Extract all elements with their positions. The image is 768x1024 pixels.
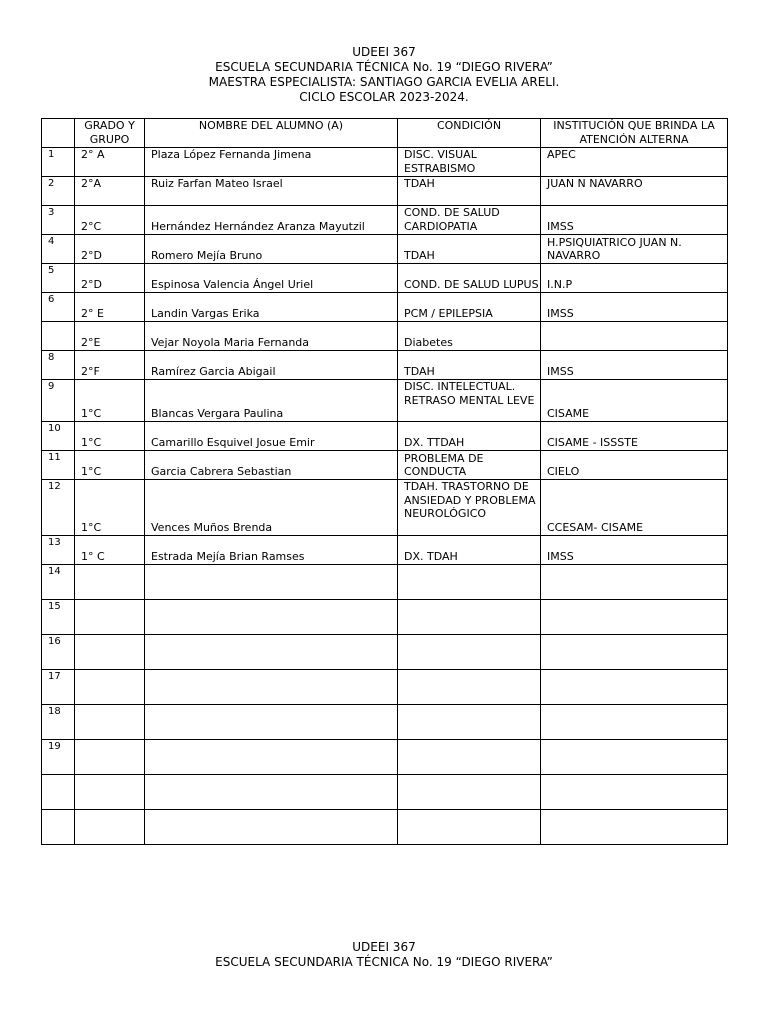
student-name-cell bbox=[145, 148, 398, 177]
table-row bbox=[42, 670, 728, 705]
institution-cell bbox=[541, 480, 728, 536]
condition-cell bbox=[398, 480, 541, 536]
grade-group-text: 2° A bbox=[81, 148, 105, 161]
table-header-row bbox=[42, 119, 728, 148]
grade-group-text: 1°C bbox=[81, 521, 102, 535]
student-name-cell bbox=[145, 600, 398, 635]
institution-cell bbox=[541, 235, 728, 264]
table-row bbox=[42, 264, 728, 293]
institution-cell bbox=[541, 264, 728, 293]
condition-cell bbox=[398, 775, 541, 810]
column-header-student-name: NOMBRE DEL ALUMNO (A) bbox=[145, 119, 398, 148]
condition-cell bbox=[398, 600, 541, 635]
condition-text: TDAH bbox=[404, 249, 435, 263]
condition-cell bbox=[398, 206, 541, 235]
grade-group-text: 1°C bbox=[81, 465, 102, 479]
institution-cell bbox=[541, 705, 728, 740]
grade-group-text: 2°E bbox=[81, 336, 101, 350]
grade-group-text: 1° C bbox=[81, 550, 105, 564]
table-row bbox=[42, 565, 728, 600]
institution-cell bbox=[541, 422, 728, 451]
column-header-number bbox=[42, 119, 75, 148]
institution-cell bbox=[541, 206, 728, 235]
condition-text: TDAH bbox=[404, 365, 435, 379]
institution-cell bbox=[541, 380, 728, 422]
grade-group-cell bbox=[75, 600, 145, 635]
row-number-cell bbox=[42, 322, 75, 351]
grade-group-text: 2°D bbox=[81, 278, 102, 292]
institution-text: CISAME bbox=[547, 407, 590, 421]
table-row bbox=[42, 380, 728, 422]
row-number-cell bbox=[42, 775, 75, 810]
student-name-cell bbox=[145, 810, 398, 845]
condition-cell bbox=[398, 451, 541, 480]
institution-cell bbox=[541, 775, 728, 810]
student-name-cell bbox=[145, 264, 398, 293]
grade-group-cell bbox=[75, 422, 145, 451]
row-number-cell: 17 bbox=[42, 670, 75, 705]
grade-group-cell bbox=[75, 351, 145, 380]
grade-group-cell bbox=[75, 148, 145, 177]
grade-group-cell bbox=[75, 670, 145, 705]
institution-cell bbox=[541, 600, 728, 635]
institution-cell bbox=[541, 322, 728, 351]
condition-text: COND. DE SALUD CARDIOPATIA bbox=[404, 206, 500, 233]
grade-group-cell bbox=[75, 740, 145, 775]
student-name-text: Vejar Noyola Maria Fernanda bbox=[151, 336, 310, 350]
table-row bbox=[42, 293, 728, 322]
student-name-cell bbox=[145, 635, 398, 670]
institution-text: CIELO bbox=[547, 465, 580, 479]
row-number-cell: 10 bbox=[42, 422, 75, 451]
row-number-cell: 13 bbox=[42, 536, 75, 565]
student-name-text: Blancas Vergara Paulina bbox=[151, 407, 284, 421]
institution-cell bbox=[541, 351, 728, 380]
grade-group-cell bbox=[75, 536, 145, 565]
condition-cell bbox=[398, 380, 541, 422]
document-header bbox=[0, 45, 768, 105]
table-row bbox=[42, 235, 728, 264]
condition-text: DX. TDAH bbox=[404, 550, 458, 564]
condition-text: DISC. VISUAL ESTRABISMO bbox=[404, 148, 477, 175]
student-name-cell bbox=[145, 705, 398, 740]
footer-school: ESCUELA SECUNDARIA TÉCNICA No. 19 “DIEGO RIVERA” bbox=[215, 955, 553, 969]
condition-text: DISC. INTELECTUAL. RETRASO MENTAL LEVE bbox=[404, 380, 535, 407]
student-name-cell bbox=[145, 565, 398, 600]
condition-cell bbox=[398, 293, 541, 322]
table-row bbox=[42, 451, 728, 480]
institution-cell bbox=[541, 810, 728, 845]
grade-group-cell bbox=[75, 293, 145, 322]
row-number-cell: 3 bbox=[42, 206, 75, 235]
student-name-cell bbox=[145, 451, 398, 480]
condition-text: TDAH bbox=[404, 177, 435, 190]
condition-text: PROBLEMA DE CONDUCTA bbox=[404, 451, 484, 479]
column-header-institution: INSTITUCIÓN QUE BRINDA LA ATENCIÓN ALTERNA bbox=[541, 119, 728, 148]
institution-text: IMSS bbox=[547, 550, 574, 564]
grade-group-cell bbox=[75, 322, 145, 351]
institution-cell bbox=[541, 536, 728, 565]
row-number-cell: 19 bbox=[42, 740, 75, 775]
institution-cell bbox=[541, 293, 728, 322]
student-name-text: Camarillo Esquivel Josue Emir bbox=[151, 436, 315, 450]
student-name-text: Hernández Hernández Aranza Mayutzil bbox=[151, 220, 365, 234]
table-row bbox=[42, 600, 728, 635]
institution-text: JUAN N NAVARRO bbox=[547, 177, 643, 190]
table-row bbox=[42, 206, 728, 235]
condition-cell bbox=[398, 351, 541, 380]
footer-unit: UDEEI 367 bbox=[352, 940, 416, 954]
row-number-cell: 4 bbox=[42, 235, 75, 264]
grade-group-text: 1°C bbox=[81, 436, 102, 450]
grade-group-cell bbox=[75, 705, 145, 740]
institution-cell bbox=[541, 670, 728, 705]
grade-group-cell bbox=[75, 635, 145, 670]
header-school: ESCUELA SECUNDARIA TÉCNICA No. 19 “DIEGO RIVERA” bbox=[215, 60, 553, 74]
table-row bbox=[42, 810, 728, 845]
institution-text: CISAME - ISSSTE bbox=[547, 436, 638, 450]
condition-cell bbox=[398, 264, 541, 293]
condition-cell bbox=[398, 810, 541, 845]
grade-group-cell bbox=[75, 264, 145, 293]
institution-cell bbox=[541, 148, 728, 177]
condition-text: DX. TTDAH bbox=[404, 436, 465, 450]
institution-cell bbox=[541, 177, 728, 206]
student-name-text: Plaza López Fernanda Jimena bbox=[151, 148, 312, 161]
table-row bbox=[42, 740, 728, 775]
header-school-year: CICLO ESCOLAR 2023-2024. bbox=[299, 90, 469, 104]
column-header-grade-group: GRADO Y GRUPO bbox=[75, 119, 145, 148]
student-name-cell bbox=[145, 235, 398, 264]
column-header-condition: CONDICIÓN bbox=[398, 119, 541, 148]
row-number-cell: 9 bbox=[42, 380, 75, 422]
institution-cell bbox=[541, 635, 728, 670]
condition-text: Diabetes bbox=[404, 336, 453, 350]
grade-group-cell bbox=[75, 775, 145, 810]
condition-cell bbox=[398, 422, 541, 451]
condition-cell bbox=[398, 740, 541, 775]
grade-group-cell bbox=[75, 565, 145, 600]
condition-text: TDAH. TRASTORNO DE ANSIEDAD Y PROBLEMA NEUROLÓGICO bbox=[404, 480, 536, 521]
student-name-cell bbox=[145, 322, 398, 351]
condition-cell bbox=[398, 322, 541, 351]
grade-group-text: 2°F bbox=[81, 365, 100, 379]
institution-text: IMSS bbox=[547, 365, 574, 379]
condition-cell bbox=[398, 705, 541, 740]
student-name-text: Vences Muños Brenda bbox=[151, 521, 273, 535]
row-number-cell bbox=[42, 810, 75, 845]
grade-group-text: 2°C bbox=[81, 220, 102, 234]
row-number-cell: 5 bbox=[42, 264, 75, 293]
condition-cell bbox=[398, 536, 541, 565]
student-name-cell bbox=[145, 351, 398, 380]
row-number-cell: 2 bbox=[42, 177, 75, 206]
grade-group-cell bbox=[75, 480, 145, 536]
table-row bbox=[42, 705, 728, 740]
row-number-cell: 16 bbox=[42, 635, 75, 670]
student-name-text: Romero Mejía Bruno bbox=[151, 249, 263, 263]
row-number-cell: 12 bbox=[42, 480, 75, 536]
row-number-cell: 18 bbox=[42, 705, 75, 740]
student-name-text: Garcia Cabrera Sebastian bbox=[151, 465, 292, 479]
table-row bbox=[42, 635, 728, 670]
table-row bbox=[42, 177, 728, 206]
grade-group-cell bbox=[75, 451, 145, 480]
student-name-cell bbox=[145, 740, 398, 775]
institution-text: APEC bbox=[547, 148, 576, 161]
table-row bbox=[42, 536, 728, 565]
document-footer bbox=[0, 940, 768, 970]
table-row bbox=[42, 775, 728, 810]
condition-cell bbox=[398, 235, 541, 264]
student-name-cell bbox=[145, 177, 398, 206]
grade-group-text: 2° E bbox=[81, 307, 104, 321]
row-number-cell: 8 bbox=[42, 351, 75, 380]
grade-group-text: 2°D bbox=[81, 249, 102, 263]
condition-text: COND. DE SALUD LUPUS bbox=[404, 278, 539, 292]
condition-cell bbox=[398, 177, 541, 206]
condition-cell bbox=[398, 148, 541, 177]
grade-group-cell bbox=[75, 380, 145, 422]
institution-cell bbox=[541, 565, 728, 600]
institution-text: IMSS bbox=[547, 307, 574, 321]
grade-group-cell bbox=[75, 206, 145, 235]
condition-cell bbox=[398, 635, 541, 670]
student-name-cell bbox=[145, 293, 398, 322]
student-name-cell bbox=[145, 480, 398, 536]
grade-group-cell bbox=[75, 235, 145, 264]
student-name-text: Landin Vargas Erika bbox=[151, 307, 260, 321]
student-name-cell bbox=[145, 775, 398, 810]
row-number-cell: 6 bbox=[42, 293, 75, 322]
student-name-cell bbox=[145, 670, 398, 705]
grade-group-cell bbox=[75, 810, 145, 845]
table-row bbox=[42, 480, 728, 536]
table-body bbox=[42, 148, 728, 845]
row-number-cell: 15 bbox=[42, 600, 75, 635]
institution-text: I.N.P bbox=[547, 278, 573, 292]
grade-group-text: 2°A bbox=[81, 177, 102, 190]
student-name-cell bbox=[145, 206, 398, 235]
institution-cell bbox=[541, 451, 728, 480]
grade-group-cell bbox=[75, 177, 145, 206]
condition-cell bbox=[398, 565, 541, 600]
institution-text: IMSS bbox=[547, 220, 574, 234]
header-teacher: MAESTRA ESPECIALISTA: SANTIAGO GARCIA EVELIA ARELI. bbox=[208, 75, 560, 89]
student-name-cell bbox=[145, 422, 398, 451]
table-row bbox=[42, 322, 728, 351]
institution-cell bbox=[541, 740, 728, 775]
condition-text: PCM / EPILEPSIA bbox=[404, 307, 493, 321]
row-number-cell: 1 bbox=[42, 148, 75, 177]
condition-cell bbox=[398, 670, 541, 705]
institution-text: CCESAM- CISAME bbox=[547, 521, 644, 535]
institution-text: H.PSIQUIATRICO JUAN N. NAVARRO bbox=[547, 235, 682, 263]
student-name-text: Espinosa Valencia Ángel Uriel bbox=[151, 278, 314, 292]
grade-group-text: 1°C bbox=[81, 407, 102, 421]
student-name-text: Ramírez Garcia Abigail bbox=[151, 365, 276, 379]
table-row bbox=[42, 148, 728, 177]
header-unit: UDEEI 367 bbox=[352, 45, 416, 59]
student-name-cell bbox=[145, 536, 398, 565]
table-row bbox=[42, 422, 728, 451]
row-number-cell: 11 bbox=[42, 451, 75, 480]
student-name-text: Estrada Mejía Brian Ramses bbox=[151, 550, 305, 564]
table-row bbox=[42, 351, 728, 380]
student-name-cell bbox=[145, 380, 398, 422]
student-name-text: Ruiz Farfan Mateo Israel bbox=[151, 177, 283, 190]
student-roster-table bbox=[41, 118, 728, 845]
row-number-cell: 14 bbox=[42, 565, 75, 600]
